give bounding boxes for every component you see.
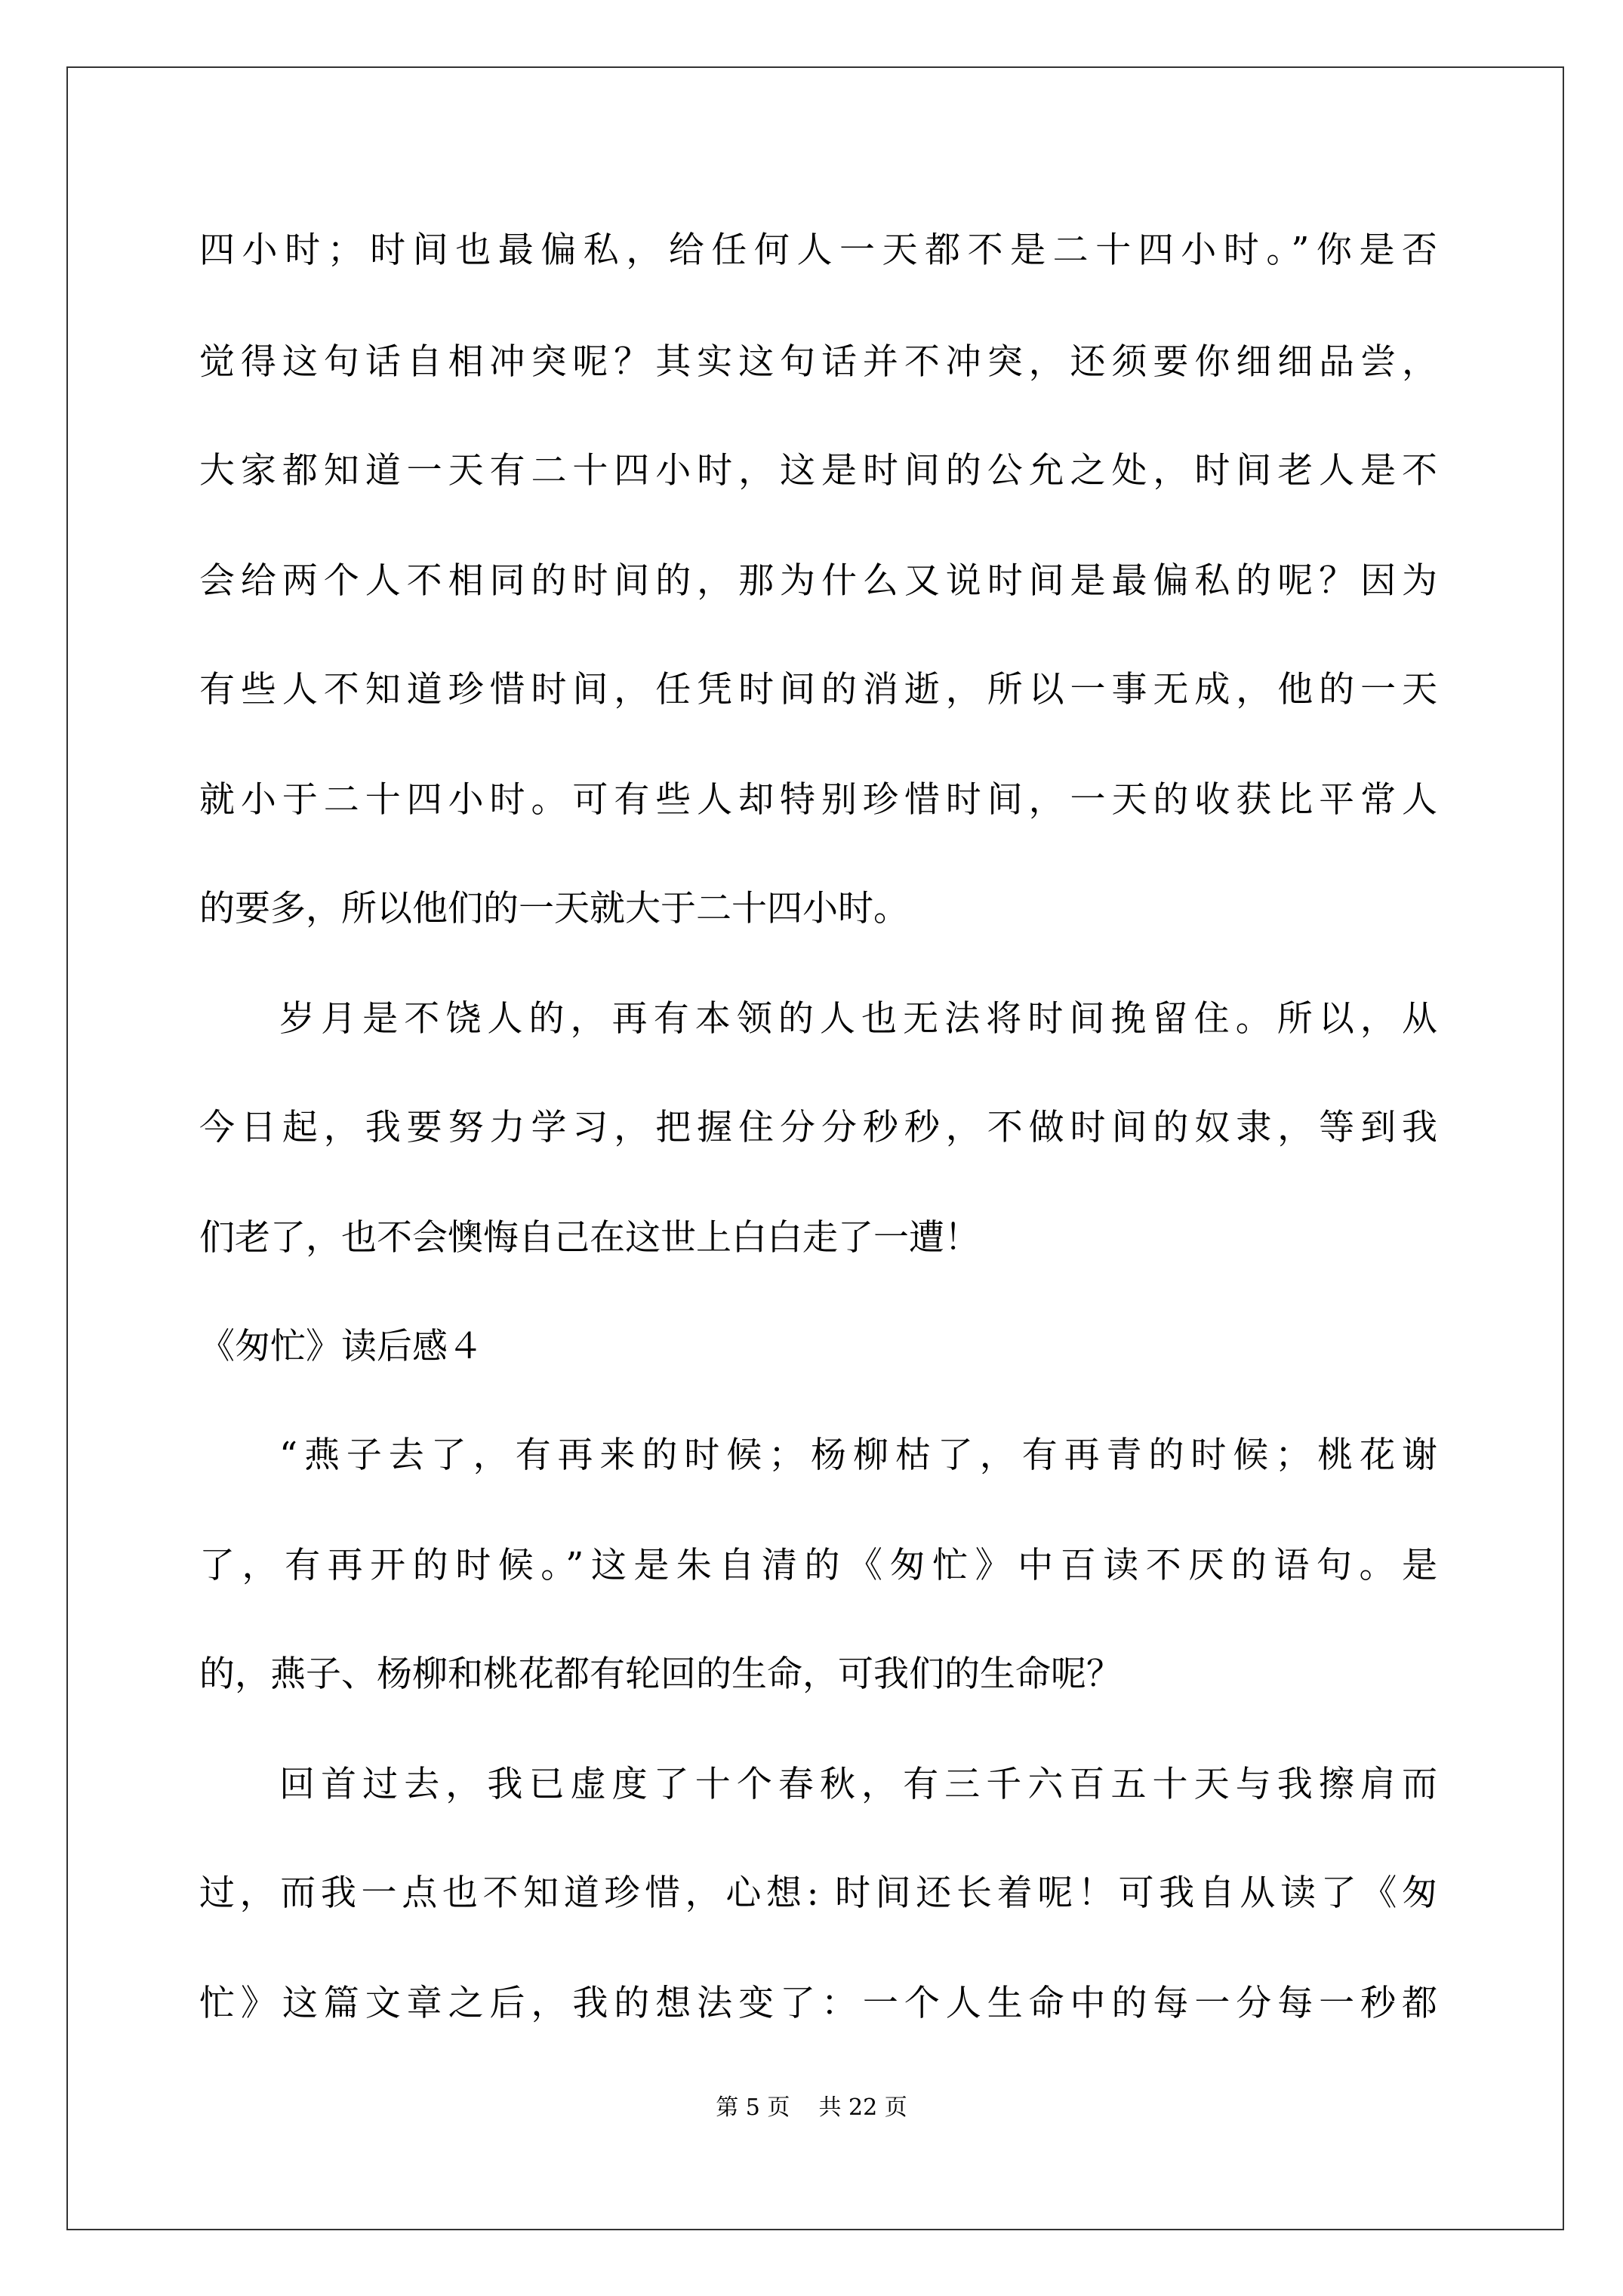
paragraph-first-line: 回首过去，我已虚度了十个春秋，有三千六百五十天与我擦肩而 [279,1764,1437,1805]
text-line: 四小时；时间也最偏私，给任何人一天都不是二十四小时。”你是否 [199,230,1437,271]
text-line: 们老了，也不会懊悔自己在这世上白白走了一遭！ [199,1217,980,1259]
text-line: 就小于二十四小时。可有些人却特别珍惜时间，一天的收获比平常人 [199,779,1437,821]
text-line: 的要多，所以他们的一天就大于二十四小时。 [199,888,909,929]
text-line: 会给两个人不相同的时间的，那为什么又说时间是最偏私的呢？因为 [199,560,1437,602]
text-line: 大家都知道一天有二十四小时，这是时间的公允之处，时间老人是不 [199,450,1437,492]
text-line: 今日起，我要努力学习，把握住分分秒秒，不做时间的奴隶，等到我 [199,1107,1437,1148]
text-line: 有些人不知道珍惜时间，任凭时间的消逝，所以一事无成，他的一天 [199,669,1437,710]
text-line: 的，燕子、杨柳和桃花都有轮回的生命，可我们的生命呢？ [199,1653,1122,1695]
text-line: 觉得这句话自相冲突呢？其实这句话并不冲突，还须要你细细品尝， [199,341,1437,383]
text-line: 忙》这篇文章之后，我的想法变了：一个人生命中的每一分每一秒都 [199,1983,1437,2024]
section-heading: 《匆忙》读后感４ [199,1326,483,1367]
text-line: 了，有再开的时候。”这是朱自清的《匆忙》中百读不厌的语句。是 [199,1545,1437,1586]
paragraph-first-line: “燕子去了，有再来的时候；杨柳枯了，有再青的时候；桃花谢 [279,1435,1437,1476]
page-number-footer: 第 5 页 共 22 页 [716,2094,907,2121]
text-line: 过，而我一点也不知道珍惜，心想: 时间还长着呢！可我自从读了《匆 [199,1872,1437,1914]
paragraph-first-line: 岁月是不饶人的，再有本领的人也无法将时间挽留住。所以，从 [279,998,1437,1040]
